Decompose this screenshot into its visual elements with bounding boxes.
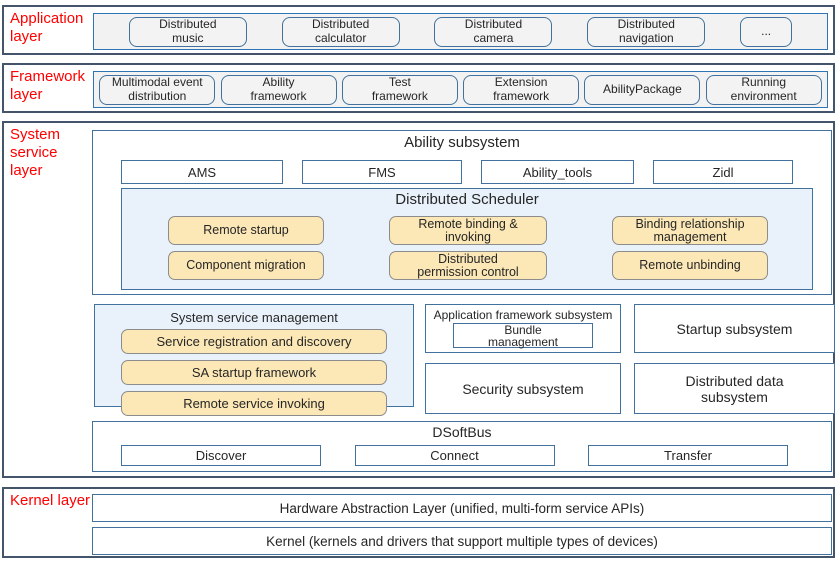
fw-box-extension-framework xyxy=(463,75,579,105)
ability-subsystem-title: Ability subsystem xyxy=(404,134,520,151)
ability-tools-row xyxy=(121,160,793,184)
ellipsis-label: ... xyxy=(761,23,772,38)
orange-box-label: Remote binding & invoking xyxy=(418,216,518,244)
application-framework-subsystem-title: Application framework subsystem xyxy=(433,308,613,322)
remote-unbinding-box xyxy=(612,251,768,280)
binding-relationship-management-box xyxy=(612,216,768,245)
app-box-label: Distributed calculator xyxy=(311,17,370,45)
dsoftbus-title: DSoftBus xyxy=(432,424,492,440)
application-layer-label: Application layer xyxy=(10,10,84,45)
distributed-data-subsystem-box xyxy=(634,363,835,414)
bundle-management-label: Bundle management xyxy=(487,322,559,349)
discover-box: Discover xyxy=(121,445,321,466)
kernel-layer-row xyxy=(2,487,835,558)
app-box-label: Distributed music xyxy=(159,17,217,45)
fw-box-abilitypackage xyxy=(584,75,700,105)
zidl-box: Zidl xyxy=(653,160,793,184)
kernel-layer-label: Kernel layer xyxy=(10,492,91,509)
application-layer-tray xyxy=(93,13,828,50)
remote-binding-invoking-box xyxy=(389,216,547,245)
app-box-distributed-camera xyxy=(434,17,552,47)
fw-box-label: AbilityPackage xyxy=(603,81,682,96)
system-service-layer-row xyxy=(2,121,835,478)
transfer-box: Transfer xyxy=(588,445,788,466)
fw-box-label: Test framework xyxy=(371,75,428,103)
system-service-management-box xyxy=(94,304,414,411)
fw-box-label: Ability framework xyxy=(250,75,307,103)
orange-box-label: Distributed permission control xyxy=(417,251,519,279)
orange-box-label: Binding relationship management xyxy=(635,216,745,244)
fw-box-running-environment xyxy=(706,75,822,105)
orange-box-label: Remote unbinding xyxy=(639,258,741,272)
remote-startup-box xyxy=(168,216,324,245)
fw-box-label: Extension framework xyxy=(493,75,550,103)
distributed-scheduler-title: Distributed Scheduler xyxy=(395,191,539,208)
distributed-permission-control-box xyxy=(389,251,547,280)
app-box-ellipsis xyxy=(740,17,792,47)
distributed-data-subsystem-label: Distributed data subsystem xyxy=(685,372,784,405)
dsoftbus-items-row xyxy=(121,445,788,466)
sa-startup-framework-box: SA startup framework xyxy=(121,360,387,385)
hardware-abstraction-layer-box: Hardware Abstraction Layer (unified, multi-form service APIs) xyxy=(92,494,832,522)
ams-box: AMS xyxy=(121,160,283,184)
fw-box-multimodal-event-distribution xyxy=(99,75,215,105)
security-subsystem-box: Security subsystem xyxy=(425,363,621,414)
application-framework-subsystem-box xyxy=(425,304,621,353)
service-registration-discovery-box: Service registration and discovery xyxy=(121,329,387,354)
fw-box-label: Multimodal event distribution xyxy=(111,75,203,103)
ability-subsystem-box xyxy=(92,130,832,295)
framework-layer-tray xyxy=(93,71,828,108)
app-box-distributed-calculator xyxy=(282,17,400,47)
orange-box-label: Component migration xyxy=(186,258,306,272)
orange-box-label: Remote startup xyxy=(203,223,289,237)
distributed-scheduler-grid xyxy=(168,216,768,280)
system-service-layer-label: System service layer xyxy=(10,126,61,179)
component-migration-box xyxy=(168,251,324,280)
kernel-box: Kernel (kernels and drivers that support multiple types of devices) xyxy=(92,527,832,555)
app-box-label: Distributed camera xyxy=(464,17,523,45)
system-service-management-items xyxy=(95,329,413,416)
application-layer-row xyxy=(2,5,835,55)
app-box-distributed-music xyxy=(129,17,247,47)
fw-box-test-framework xyxy=(342,75,458,105)
fw-box-label: Running environment xyxy=(730,75,797,103)
framework-layer-label: Framework layer xyxy=(10,68,86,103)
startup-subsystem-box: Startup subsystem xyxy=(634,304,835,353)
app-box-label: Distributed navigation xyxy=(617,17,675,45)
remote-service-invoking-box: Remote service invoking xyxy=(121,391,387,416)
fw-box-ability-framework xyxy=(221,75,337,105)
ability-tools-box: Ability_tools xyxy=(481,160,634,184)
dsoftbus-box xyxy=(92,421,832,472)
connect-box: Connect xyxy=(355,445,555,466)
bundle-management-box xyxy=(453,323,593,348)
framework-layer-row xyxy=(2,63,835,113)
app-box-distributed-navigation xyxy=(587,17,705,47)
distributed-scheduler-box xyxy=(121,188,813,290)
fms-box: FMS xyxy=(302,160,462,184)
system-service-management-title: System service management xyxy=(170,310,338,325)
